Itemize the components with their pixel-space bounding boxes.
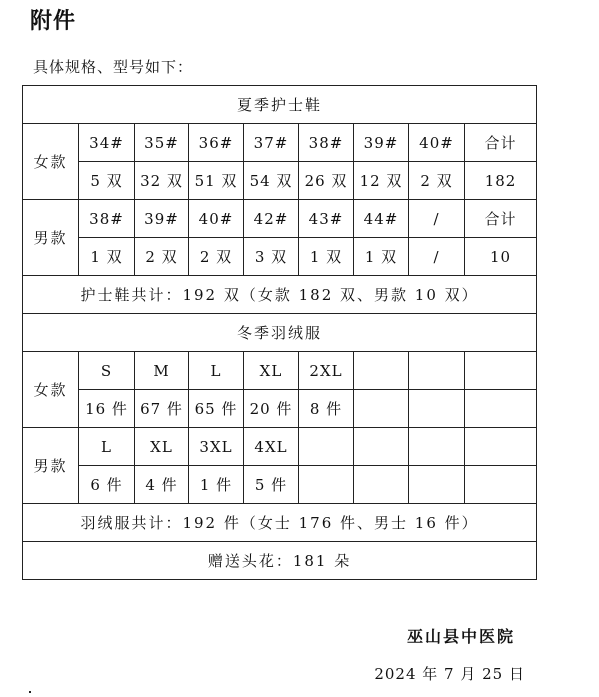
winter-title: 冬季羽绒服 (23, 314, 537, 352)
winter-total-row (23, 504, 537, 542)
count-cell: 2 双 (135, 238, 189, 276)
size-cell (409, 428, 465, 466)
count-cell: 20 件 (244, 390, 299, 428)
count-cell: 6 件 (79, 466, 135, 504)
count-cell: 12 双 (354, 162, 409, 200)
count-cell (299, 466, 354, 504)
winter-men-count-row (23, 466, 537, 504)
count-cell: 16 件 (79, 390, 135, 428)
signature-org: 巫山县中医院 (406, 627, 515, 646)
size-cell: 34# (79, 124, 135, 162)
summer-total-row (23, 276, 537, 314)
size-cell (354, 352, 409, 390)
count-cell: 1 双 (79, 238, 135, 276)
count-cell: 1 件 (189, 466, 244, 504)
size-cell: S (79, 352, 135, 390)
winter-men-label: 男款 (23, 428, 79, 504)
size-cell (465, 352, 537, 390)
count-cell (409, 466, 465, 504)
size-cell: XL (135, 428, 189, 466)
size-cell (299, 428, 354, 466)
winter-women-size-row (23, 352, 537, 390)
count-cell (354, 466, 409, 504)
summer-men-size-row (23, 200, 537, 238)
count-cell: 1 双 (299, 238, 354, 276)
count-cell: / (409, 238, 465, 276)
summer-women-label: 女款 (23, 124, 79, 200)
gift-row (23, 542, 537, 580)
page-mark (29, 691, 31, 693)
summer-total: 护士鞋共计：192 双（女款 182 双、男款 10 双） (23, 276, 537, 314)
size-cell: 39# (135, 200, 189, 238)
summer-men-label: 男款 (23, 200, 79, 276)
count-cell: 67 件 (135, 390, 189, 428)
count-cell: 65 件 (189, 390, 244, 428)
count-cell: 51 双 (189, 162, 244, 200)
size-cell: 42# (244, 200, 299, 238)
intro-text: 具体规格、型号如下： (33, 58, 194, 76)
total-cell: 182 (465, 162, 537, 200)
winter-women-count-row (23, 390, 537, 428)
count-cell: 54 双 (244, 162, 299, 200)
count-cell (354, 390, 409, 428)
size-cell: M (135, 352, 189, 390)
winter-total: 羽绒服共计：192 件（女士 176 件、男士 16 件） (23, 504, 537, 542)
count-cell: 26 双 (299, 162, 354, 200)
summer-men-count-row (23, 238, 537, 276)
size-cell: 40# (409, 124, 465, 162)
signature-date: 2024 年 7 月 25 日 (374, 665, 525, 683)
spec-table-body (23, 86, 537, 580)
count-cell: 2 双 (189, 238, 244, 276)
size-cell: 40# (189, 200, 244, 238)
size-cell: 44# (354, 200, 409, 238)
winter-women-label: 女款 (23, 352, 79, 428)
size-cell: 36# (189, 124, 244, 162)
size-cell: 4XL (244, 428, 299, 466)
size-cell: 37# (244, 124, 299, 162)
total-header-cell: 合计 (465, 124, 537, 162)
count-cell: 1 双 (354, 238, 409, 276)
attachment-heading: 附件 (30, 9, 77, 34)
size-cell (465, 428, 537, 466)
size-cell (409, 352, 465, 390)
count-cell (409, 390, 465, 428)
size-cell: 43# (299, 200, 354, 238)
winter-men-size-row (23, 428, 537, 466)
summer-women-size-row (23, 124, 537, 162)
count-cell: 5 双 (79, 162, 135, 200)
winter-title-row (23, 314, 537, 352)
size-cell: XL (244, 352, 299, 390)
summer-women-count-row (23, 162, 537, 200)
size-cell: 38# (299, 124, 354, 162)
size-cell: 38# (79, 200, 135, 238)
size-cell: 2XL (299, 352, 354, 390)
total-header-cell: 合计 (465, 200, 537, 238)
size-cell (354, 428, 409, 466)
total-cell: 10 (465, 238, 537, 276)
size-cell: L (189, 352, 244, 390)
spec-table (22, 85, 537, 580)
size-cell: 3XL (189, 428, 244, 466)
count-cell (465, 466, 537, 504)
count-cell: 4 件 (135, 466, 189, 504)
count-cell: 32 双 (135, 162, 189, 200)
count-cell (465, 390, 537, 428)
count-cell: 2 双 (409, 162, 465, 200)
summer-title: 夏季护士鞋 (23, 86, 537, 124)
count-cell: 8 件 (299, 390, 354, 428)
gift-note: 赠送头花：181 朵 (23, 542, 537, 580)
count-cell: 5 件 (244, 466, 299, 504)
count-cell: 3 双 (244, 238, 299, 276)
summer-title-row (23, 86, 537, 124)
size-cell: 35# (135, 124, 189, 162)
size-cell: / (409, 200, 465, 238)
size-cell: 39# (354, 124, 409, 162)
size-cell: L (79, 428, 135, 466)
